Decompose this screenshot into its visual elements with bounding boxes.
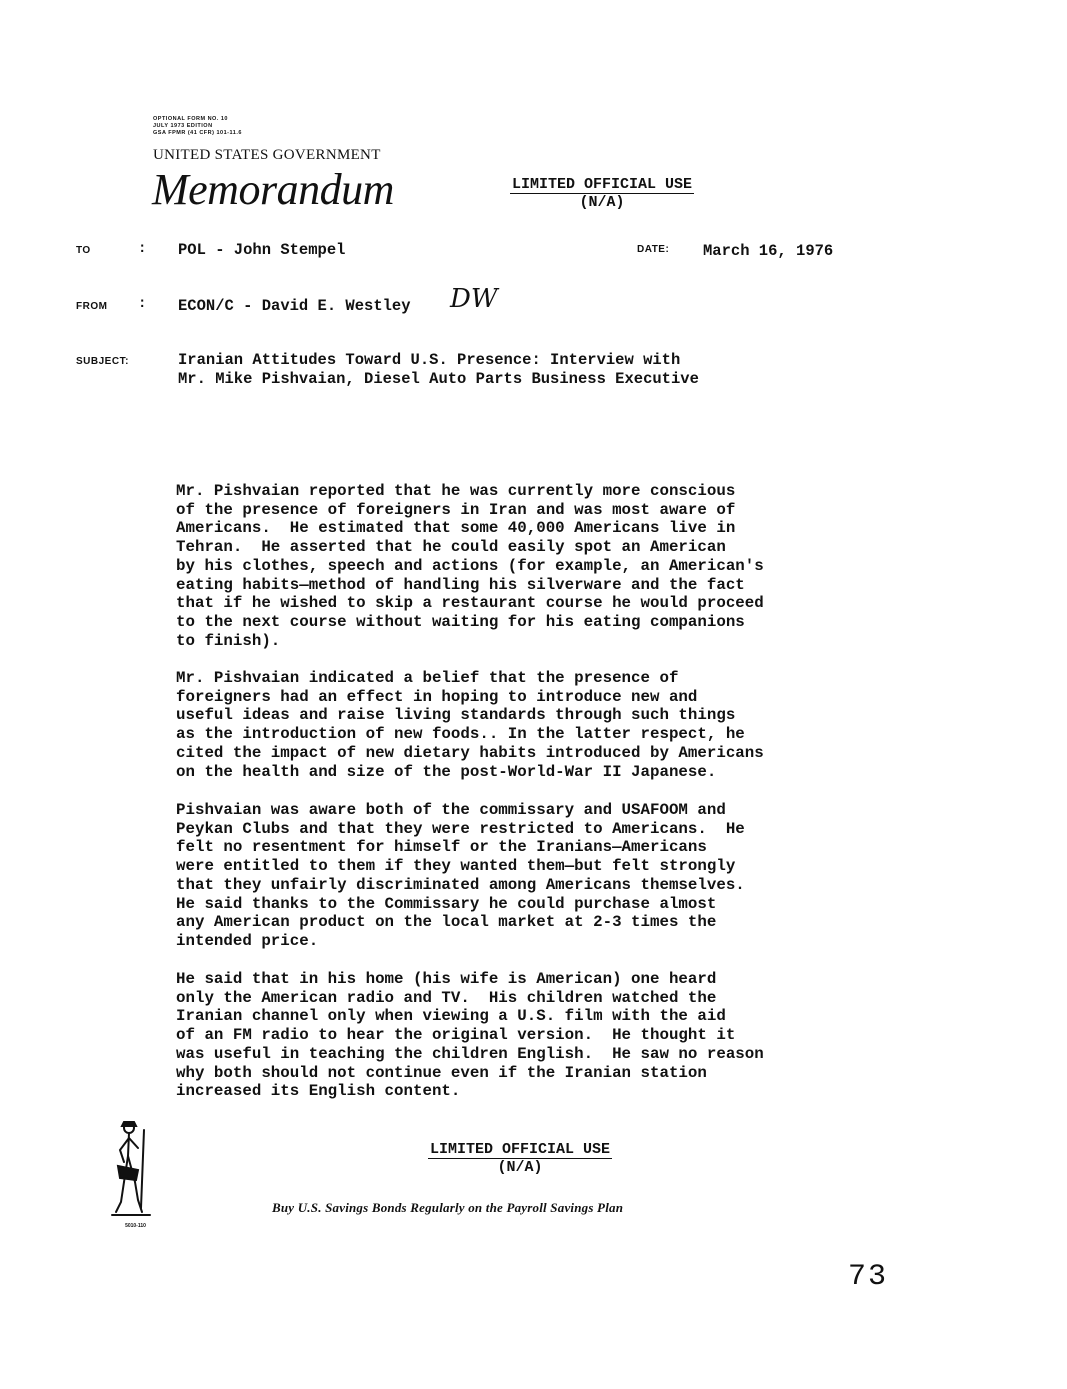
minuteman-caption: 5010-110	[125, 1223, 146, 1229]
form-regulation: GSA FPMR (41 CFR) 101-11.6	[153, 130, 242, 136]
date-label: DATE:	[637, 244, 670, 255]
from-colon: :	[138, 296, 147, 312]
body-paragraph-2: Mr. Pishvaian indicated a belief that the presence of foreigners had an effect in hoping to introduce new and useful ideas and raise living standards through such things as the introduction of new foods.. In the latter respect, he cited the impact of new dietary habits introduced by Americans on the health and size of the post-World-War II Japanese.	[176, 669, 764, 781]
to-label: TO	[76, 245, 91, 256]
classification-top	[486, 176, 718, 211]
classification-bottom-line1: LIMITED OFFICIAL USE	[429, 1141, 611, 1158]
body-paragraph-4: He said that in his home (his wife is American) one heard only the American radio and TV. His children watched the Iranian channel only when viewing a U.S. film with the aid of an FM radio to hear the original version. He thought it was useful in teaching the children English. He saw no reason why both should not continue even if the Iranian station increased its English content.	[176, 970, 764, 1101]
page-number: 73	[848, 1260, 889, 1294]
subject-value	[178, 351, 699, 389]
signature-initials: DW	[450, 284, 498, 314]
minuteman-emblem	[108, 1120, 163, 1228]
from-label: FROM	[76, 301, 108, 312]
date-value: March 16, 1976	[703, 242, 834, 260]
to-colon: :	[138, 241, 147, 257]
subject-line-1: Iranian Attitudes Toward U.S. Presence: Interview with	[178, 351, 681, 369]
classification-bottom-line2: (N/A)	[497, 1159, 543, 1176]
body-paragraph-3: Pishvaian was aware both of the commissary and USAFOOM and Peykan Clubs and that they were restricted to Americans. He felt no resentment for himself or the Iranians—Americans were entitled to them if they wanted them—but felt strongly that they unfairly discriminated among Americans themselves. He said thanks to the Commissary he could purchase almost any American product on the local market at 2-3 times the intended price.	[176, 801, 745, 950]
classification-top-line1: LIMITED OFFICIAL USE	[511, 176, 693, 193]
agency-name: UNITED STATES GOVERNMENT	[153, 147, 381, 163]
to-value: POL - John Stempel	[178, 241, 346, 259]
from-value: ECON/C - David E. Westley	[178, 297, 411, 315]
subject-label: SUBJECT:	[76, 356, 129, 367]
memo-title: Memorandum	[152, 165, 394, 214]
subject-line-2: Mr. Mike Pishvaian, Diesel Auto Parts Business Executive	[178, 370, 699, 388]
classification-bottom	[404, 1141, 636, 1176]
body-paragraph-1: Mr. Pishvaian reported that he was currently more conscious of the presence of foreigners in Iran and was most aware of Americans. He estimated that some 40,000 Americans live in Tehran. He asserted that he could easily spot an American by his clothes, speech and actions (for example, an American's eating habits—method of handling his silverware and the fact that if he wished to skip a restaurant course he would proceed to the next course without waiting for his eating companions to finish).	[176, 482, 764, 650]
form-edition: JULY 1973 EDITION	[153, 123, 213, 129]
classification-top-line2: (N/A)	[579, 194, 625, 211]
form-number: OPTIONAL FORM NO. 10	[153, 116, 228, 122]
minuteman-figure-icon	[108, 1120, 163, 1218]
savings-bonds-slogan: Buy U.S. Savings Bonds Regularly on the Payroll Savings Plan	[272, 1200, 624, 1215]
